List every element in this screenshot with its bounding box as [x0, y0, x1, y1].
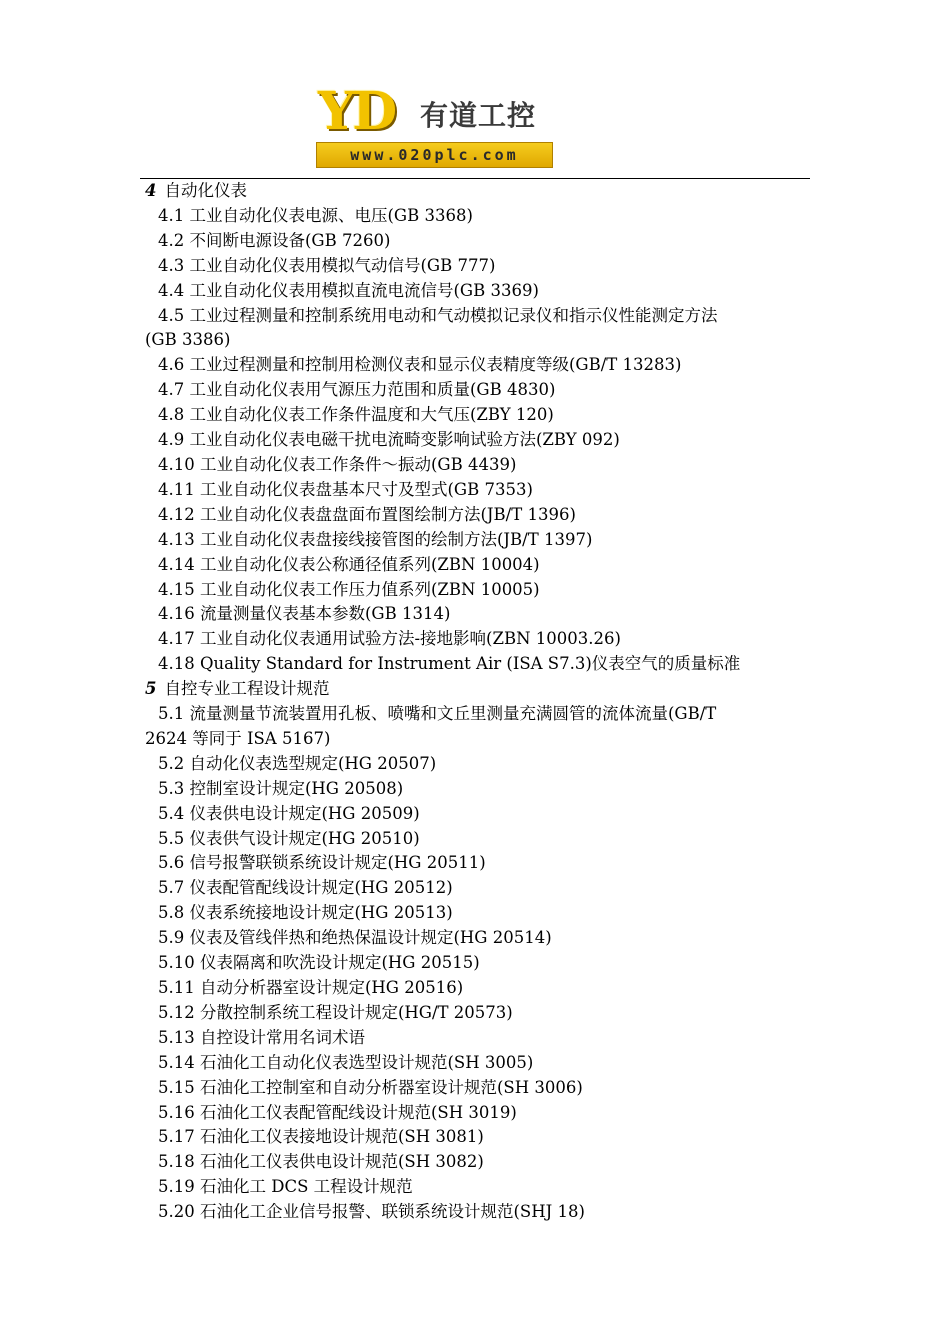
section-title: 自控专业工程设计规范 [164, 679, 330, 699]
list-item: 5.13 自控设计常用名词术语 [158, 1027, 365, 1047]
list-item: 4.17 工业自动化仪表通用试验方法-接地影响(ZBN 10003.26) [158, 629, 621, 649]
list-item: 5.11 自动分析器室设计规定(HG 20516) [158, 978, 464, 997]
list-item: 5.19 石油化工 DCS 工程设计规范 [158, 1177, 413, 1197]
section-heading [145, 677, 810, 702]
logo-name: 有道工控 [420, 99, 537, 132]
list-item: 4.5 工业过程测量和控制系统用电动和气动模拟记录仪和指示仪性能测定方法 [158, 305, 718, 325]
list-item: 4.13 工业自动化仪表盘接线接管图的绘制方法(JB/T 1397) [158, 529, 593, 549]
list-item: 4.6 工业过程测量和控制用检测仪表和显示仪表精度等级(GB/T 13283) [158, 355, 682, 375]
list-item: 5.4 仪表供电设计规定(HG 20509) [158, 803, 420, 823]
list-item: 5.10 仪表隔离和吹洗设计规定(HG 20515) [158, 953, 480, 973]
list-item: 5.12 分散控制系统工程设计规定(HG/T 20573) [158, 1002, 513, 1022]
section-number: 5 [145, 679, 157, 699]
list-item: 5.3 控制室设计规定(HG 20508) [158, 778, 404, 798]
list-item: 4.12 工业自动化仪表盘盘面布置图绘制方法(JB/T 1396) [158, 504, 576, 524]
list-item: 4.4 工业自动化仪表用模拟直流电流信号(GB 3369) [158, 280, 539, 300]
logo-banner [316, 82, 553, 142]
list-item: 4.18 Quality Standard for Instrument Air (ISA S7.3)仪表空气的质量标准 [158, 654, 741, 674]
logo-url: www.020plc.com [316, 142, 553, 168]
section-title: 自动化仪表 [164, 181, 247, 200]
list-item-continuation: 2624 等同于 ISA 5167) [145, 728, 331, 748]
list-item: 4.7 工业自动化仪表用气源压力范围和质量(GB 4830) [158, 380, 556, 400]
standards-list [145, 179, 810, 1225]
list-item-continuation: (GB 3386) [145, 330, 231, 350]
list-item: 4.11 工业自动化仪表盘基本尺寸及型式(GB 7353) [158, 479, 533, 499]
list-item: 5.5 仪表供气设计规定(HG 20510) [158, 828, 420, 848]
list-item: 4.14 工业自动化仪表公称通径值系列(ZBN 10004) [158, 554, 540, 574]
list-item: 5.8 仪表系统接地设计规定(HG 20513) [158, 903, 453, 923]
list-item: 4.15 工业自动化仪表工作压力值系列(ZBN 10005) [158, 579, 540, 599]
list-item: 5.6 信号报警联锁系统设计规定(HG 20511) [158, 853, 486, 873]
list-item: 5.17 石油化工仪表接地设计规范(SH 3081) [158, 1127, 484, 1147]
section-heading [145, 179, 810, 204]
list-item: 5.2 自动化仪表选型规定(HG 20507) [158, 753, 437, 773]
list-item: 5.20 石油化工企业信号报警、联锁系统设计规范(SHJ 18) [158, 1202, 585, 1222]
site-logo [316, 82, 553, 168]
list-item: 4.2 不间断电源设备(GB 7260) [158, 230, 391, 250]
list-item: 4.16 流量测量仪表基本参数(GB 1314) [158, 604, 451, 624]
list-item: 4.8 工业自动化仪表工作条件温度和大气压(ZBY 120) [158, 405, 554, 425]
list-item: 4.3 工业自动化仪表用模拟气动信号(GB 777) [158, 255, 496, 275]
list-item: 5.7 仪表配管配线设计规定(HG 20512) [158, 878, 453, 898]
section-number: 4 [145, 181, 157, 200]
list-item: 5.1 流量测量节流装置用孔板、喷嘴和文丘里测量充满圆管的流体流量(GB/T [158, 704, 717, 724]
list-item: 5.16 石油化工仪表配管配线设计规范(SH 3019) [158, 1102, 517, 1122]
list-item: 5.18 石油化工仪表供电设计规范(SH 3082) [158, 1152, 484, 1172]
list-item: 4.10 工业自动化仪表工作条件～振动(GB 4439) [158, 454, 517, 474]
list-item: 4.9 工业自动化仪表电磁干扰电流畸变影响试验方法(ZBY 092) [158, 430, 620, 450]
list-item: 5.15 石油化工控制室和自动分析器室设计规范(SH 3006) [158, 1077, 583, 1097]
list-item: 5.14 石油化工自动化仪表选型设计规范(SH 3005) [158, 1052, 534, 1072]
list-item: 5.9 仪表及管线伴热和绝热保温设计规定(HG 20514) [158, 928, 552, 948]
logo-mark: YD [318, 81, 395, 142]
list-item: 4.1 工业自动化仪表电源、电压(GB 3368) [158, 205, 473, 225]
